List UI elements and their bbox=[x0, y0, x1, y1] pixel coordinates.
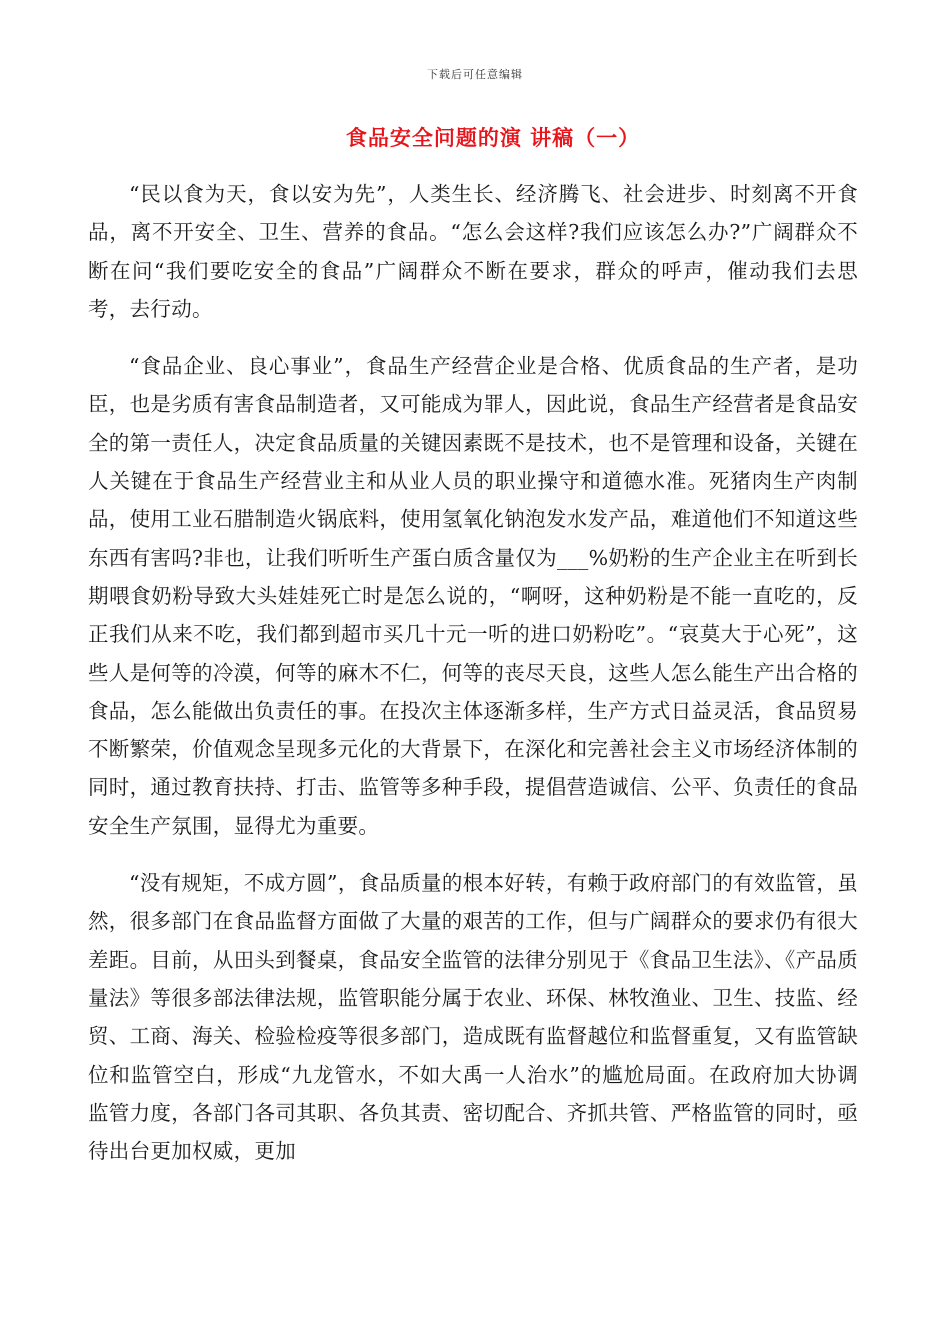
paragraph-2: “食品企业、良心事业”，食品生产经营企业是合格、优质食品的生产者，是功臣，也是劣质有害食品制造者，又可能成为罪人，因此说，食品生产经营者是食品安全的第一责任人，决定食品质量的关键因素既不是技术，也不是管理和设备，关键在人关键在于食品生产经营业主和从业人员的职业操守和道德水准。死猪肉生产肉制品，使用工业石腊制造火锅底料，使用氢氧化钠泡发水发产品，难道他们不知道这些东西有害吗?非也，让我们听听生产蛋白质含量仅为___%奶粉的生产企业主在听到长期喂食奶粉导致大头娃娃死亡时是怎么说的，“啊呀，这种奶粉是不能一直吃的，反正我们从来不吃，我们都到超市买几十元一听的进口奶粉吃”。“哀莫大于心死”，这些人是何等的冷漠，何等的麻木不仁，何等的丧尽天良，这些人怎么能生产出合格的食品，怎么能做出负责任的事。在投次主体逐渐多样，生产方式日益灵活，食品贸易不断繁荣，价值观念呈现多元化的大背景下，在深化和完善社会主义市场经济体制的同时，通过教育扶持、打击、监管等多种手段，提倡营造诚信、公平、负责任的食品安全生产氛围，显得尤为重要。 bbox=[88, 354, 858, 838]
paragraph-1: “民以食为天，食以安为先”，人类生长、经济腾飞、社会进步、时刻离不开食品，离不开安全、卫生、营养的食品。“怎么会这样?我们应该怎么办?”广阔群众不断在问“我们要吃安全的食品”广阔群众不断在要求，群众的呼声，催动我们去思考，去行动。 bbox=[88, 182, 858, 321]
paragraph-3: “没有规矩，不成方圆”，食品质量的根本好转，有赖于政府部门的有效监管，虽然，很多部门在食品监督方面做了大量的艰苦的工作，但与广阔群众的要求仍有很大差距。目前，从田头到餐桌，食品安全监管的法律分别见于《食品卫生法》、《产品质量法》等很多部法律法规，监管职能分属于农业、环保、林牧渔业、卫生、技监、经贸、工商、海关、检验检疫等很多部门，造成既有监督越位和监督重复，又有监管缺位和监管空白，形成“九龙管水，不如大禹一人治水”的尴尬局面。在政府加大协调监管力度，各部门各司其职、各负其责、密切配合、齐抓共管、严格监管的同时，亟待出台更加权威，更加 bbox=[88, 871, 858, 1164]
header-note: 下载后可任意编辑 bbox=[427, 68, 523, 81]
document-title: 食品安全问题的演 讲稿（一） bbox=[345, 126, 641, 150]
document-body bbox=[88, 175, 858, 1189]
